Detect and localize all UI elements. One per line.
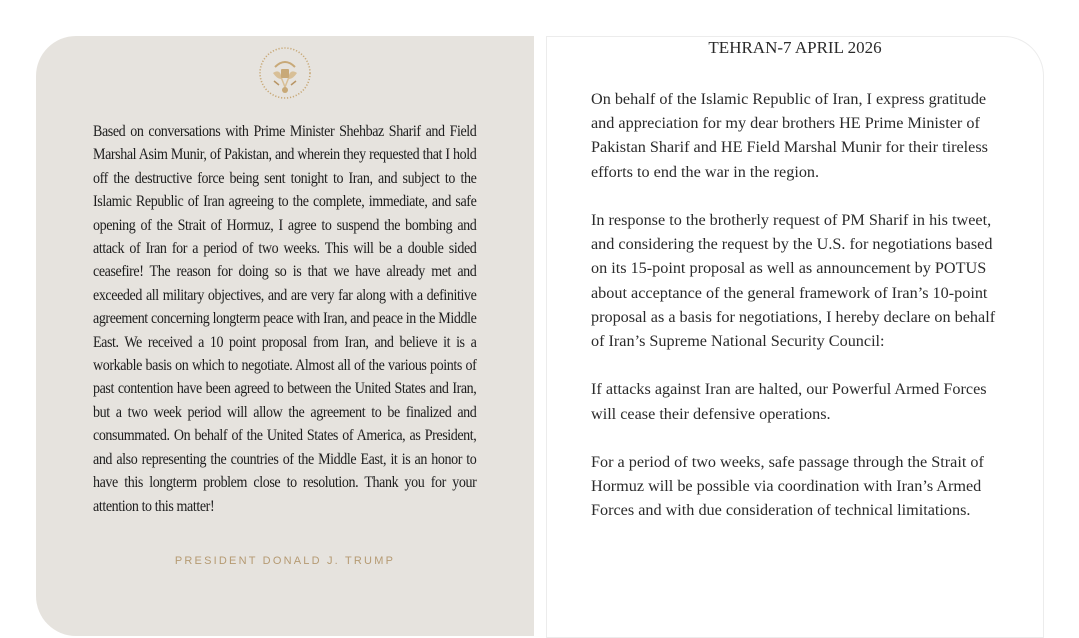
us-statement-body: Based on conversations with Prime Minister Shehbaz Sharif and Field Marshal Asim Munir, of Pakistan, and wherein they requested that I hold off the destructive force being sent tonight to Iran, and subject to the Islamic Republic of Iran agreeing to the complete, immediate, and safe opening of the Strait of Hormuz, I agree to suspend the bombing and attack of Iran for a period of two weeks. This will be a double sided ceasefire! The reason for doing so is that we have already met and exceeded all military objectives, and are very far along with a definitive agreement concerning longterm peace with Iran, and peace in the Middle East. We received a 10 point proposal from Iran, and believe it is a workable basis on which to negotiate. Almost all of the various points of past contention have been agreed to between the United States and Iran, but a two week period will allow the agreement to be finalized and consummated. On behalf of the United States of America, as President, and also representing the countries of the Middle East, it is an honor to have this longterm problem close to resolution. Thank you for your attention to this matter! bbox=[93, 123, 477, 515]
iran-statement-body bbox=[591, 87, 1011, 547]
iran-statement-title: TEHRAN-7 APRIL 2026 bbox=[708, 38, 882, 57]
iran-statement-paragraph: In response to the brotherly request of PM Sharif in his tweet, and considering the request by the U.S. for negotiations based on its 15-point proposal as well as announcement by POTUS about acceptance of the general framework of Iran’s 10-point proposal as a basis for negotiations, I hereby declare on behalf of Iran’s Supreme National Security Council: bbox=[591, 211, 996, 351]
presidential-seal-icon bbox=[257, 45, 313, 101]
iran-statement-card bbox=[546, 36, 1044, 638]
iran-statement-paragraph: For a period of two weeks, safe passage through the Strait of Hormuz will be possible via coordination with Iran’s Armed Forces and with due consideration of technical limitations. bbox=[591, 453, 984, 520]
iran-statement-paragraph: If attacks against Iran are halted, our Powerful Armed Forces will cease their defensive operations. bbox=[591, 380, 987, 423]
iran-statement-paragraph: On behalf of the Islamic Republic of Iran, I express gratitude and appreciation for my dear brothers HE Prime Minister of Pakistan Sharif and HE Field Marshal Munir for their tireless efforts to end the war in the region. bbox=[591, 90, 988, 181]
us-statement-signature: PRESIDENT DONALD J. TRUMP bbox=[174, 555, 396, 567]
us-statement-card bbox=[36, 36, 534, 636]
